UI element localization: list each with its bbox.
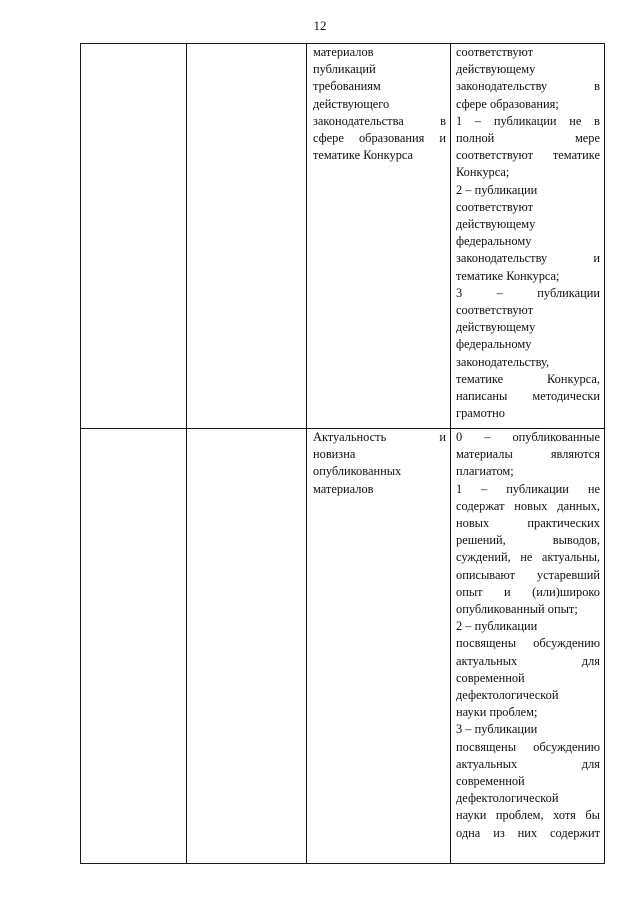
table-row [81, 44, 605, 429]
text-line: соответствуют тематике [456, 148, 600, 163]
text-line: опубликованный опыт; [456, 602, 578, 617]
text-line: соответствуют [456, 303, 534, 318]
text-line: 3 – публикации [456, 285, 600, 300]
text-line: Актуальность и [313, 430, 446, 444]
text-line: публикаций [313, 62, 376, 77]
criterion-cell [307, 44, 451, 429]
text-line: современной [456, 774, 525, 789]
row-number-cell [81, 44, 187, 429]
text-line: 3 – публикации [456, 722, 538, 737]
text-line: 2 – публикации [456, 182, 538, 197]
criteria-table [80, 43, 605, 864]
text-line: полной мере [456, 131, 600, 146]
text-line: посвящены обсуждению [456, 636, 600, 651]
text-line: законодательству и [456, 251, 600, 266]
text-line: написаны методически [456, 389, 600, 404]
text-line: сфере образования; [456, 96, 559, 111]
text-line: действующему [456, 217, 536, 232]
text-line: грамотно [456, 406, 505, 421]
text-line: содержат новых данных, [456, 498, 600, 513]
page-number: 12 [313, 18, 327, 33]
text-line: посвящены обсуждению [456, 739, 600, 754]
text-line: требованиям [313, 79, 381, 94]
row-number-cell [81, 429, 187, 864]
criterion-cell [307, 429, 451, 864]
text-line: 1 – публикации не [456, 481, 600, 496]
text-line: законодательству, [456, 354, 550, 369]
text-line: актуальных для [456, 653, 600, 668]
text-line: одна из них содержит [456, 825, 600, 840]
text-line: опыт и (или)широко [456, 584, 600, 599]
text-line: 1 – публикации не в [456, 113, 600, 128]
text-line: науки проблем, хотя бы [456, 808, 600, 823]
text-line: соответствуют [456, 45, 534, 59]
text-line: опубликованных [313, 464, 402, 479]
text-line: материалов [313, 45, 374, 59]
text-line: Конкурса; [456, 165, 510, 180]
indicator-cell [187, 44, 307, 429]
text-line: федеральному [456, 337, 532, 352]
text-line: тематике Конкурса, [456, 371, 600, 386]
text-line: соответствуют [456, 199, 534, 214]
text-line: актуальных для [456, 756, 600, 771]
indicator-cell [187, 429, 307, 864]
text-line: суждений, не актуальны, [456, 550, 600, 565]
text-line: решений, выводов, [456, 533, 600, 548]
text-line: действующего [313, 96, 390, 111]
text-line: современной [456, 670, 525, 685]
scoring-scale-cell [451, 44, 605, 429]
text-line: законодательству в [456, 79, 600, 94]
text-line: материалов [313, 481, 374, 496]
text-line: дефектологической [456, 791, 559, 806]
text-line: науки проблем; [456, 705, 538, 720]
text-line: новых практических [456, 516, 600, 531]
text-line: новизна [313, 447, 356, 462]
scoring-scale-cell [451, 429, 605, 864]
text-line: законодательства в [313, 113, 446, 128]
text-line: 0 – опубликованные [456, 430, 600, 444]
text-line: 2 – публикации [456, 619, 538, 634]
text-line: тематике Конкурса [313, 148, 414, 163]
table-row [81, 429, 605, 864]
text-line: действующему [456, 62, 536, 77]
text-line: дефектологической [456, 688, 559, 703]
text-line: плагиатом; [456, 464, 514, 479]
text-line: описывают устаревший [456, 567, 600, 582]
text-line: федеральному [456, 234, 532, 249]
text-line: сфере образования и [313, 131, 446, 146]
text-line: материалы являются [456, 447, 600, 462]
text-line: тематике Конкурса; [456, 268, 560, 283]
text-line: действующему [456, 320, 536, 335]
